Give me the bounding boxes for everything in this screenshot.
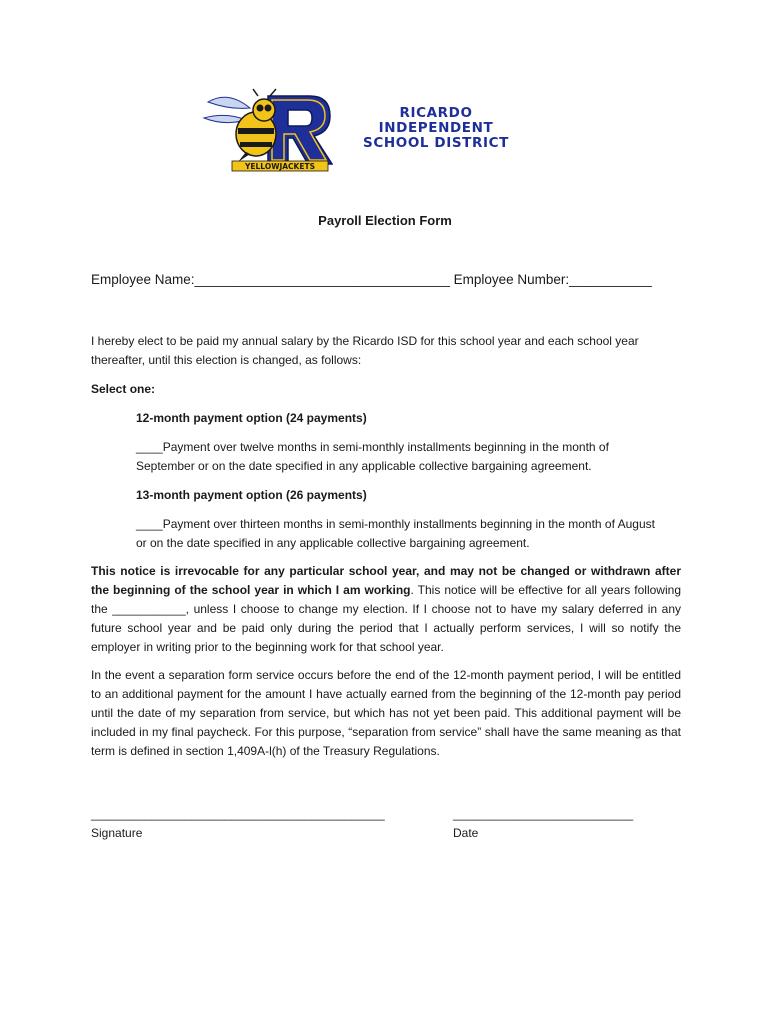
option-12-heading: 12-month payment option (24 payments) <box>136 411 367 425</box>
intro-paragraph: I hereby elect to be paid my annual salary by the Ricardo ISD for this school year and each school year thereafter, until this election is changed, as follows: <box>91 334 639 367</box>
employee-number-field[interactable]: ___________ <box>569 272 652 287</box>
employee-number-label: Employee Number: <box>453 272 570 287</box>
option-12-checkbox-blank[interactable]: ____ <box>136 440 163 454</box>
signature-block <box>91 805 385 843</box>
option-13-checkbox-blank[interactable]: ____ <box>136 517 163 531</box>
employee-fields-line <box>91 272 652 287</box>
mascot-banner-text: YELLOWJACKETS <box>244 162 316 171</box>
signature-label: Signature <box>91 826 143 840</box>
option-12-text: Payment over twelve months in semi-monthly installments beginning in the month of September or on the date specified in any applicable collective bargaining agreement. <box>136 440 609 473</box>
date-line[interactable]: ___________________________ <box>453 807 634 821</box>
option-12-paragraph <box>136 438 656 476</box>
signature-line[interactable]: ____________________________________________ <box>91 807 385 821</box>
irrevocable-notice-bold: This notice is irrevocable for any particular school year, and may not be changed or withdrawn after the beginning of the school year in which I am working <box>91 564 681 597</box>
district-name-line-1: RICARDO <box>399 105 473 121</box>
option-13-paragraph <box>136 515 661 553</box>
date-block <box>453 805 633 843</box>
date-label: Date <box>453 826 479 840</box>
district-name <box>336 106 536 151</box>
employee-name-label: Employee Name: <box>91 272 195 287</box>
option-13-heading: 13-month payment option (26 payments) <box>136 488 367 502</box>
district-name-line-3: SCHOOL DISTRICT <box>363 135 509 151</box>
irrevocable-notice-paragraph <box>91 562 681 657</box>
district-name-line-2: INDEPENDENT <box>378 120 494 136</box>
option-13-text: Payment over thirteen months in semi-monthly installments beginning in the month of August or on the date specified in any applicable collective bargaining agreement. <box>136 517 655 550</box>
form-title: Payroll Election Form <box>318 213 452 228</box>
yellowjacket-mascot-logo <box>198 88 333 173</box>
select-one-label: Select one: <box>91 382 156 396</box>
employee-name-field[interactable]: __________________________________ <box>194 272 450 287</box>
separation-paragraph: In the event a separation form service occurs before the end of the 12-month payment period, I will be entitled to an additional payment for the amount I have actually earned from the beginning of the 12-month pay period until the date of my separation from service, but which has not yet been paid. This additional payment will be included in my final paycheck. For this purpose, “separation from service” shall have the same meaning as that term is defined in section 1,409A-l(h) of the Treasury Regulations. <box>91 668 681 758</box>
irrevocable-notice-rest: . This notice will be effective for all years following the ___________, unless I choose to change my election. If I choose not to have my salary deferred in any future school year and be paid only during the period that I actually perform services, I will so notify the employer in writing prior to the beginning work for that school year. <box>91 583 681 654</box>
district-logo <box>198 88 538 173</box>
